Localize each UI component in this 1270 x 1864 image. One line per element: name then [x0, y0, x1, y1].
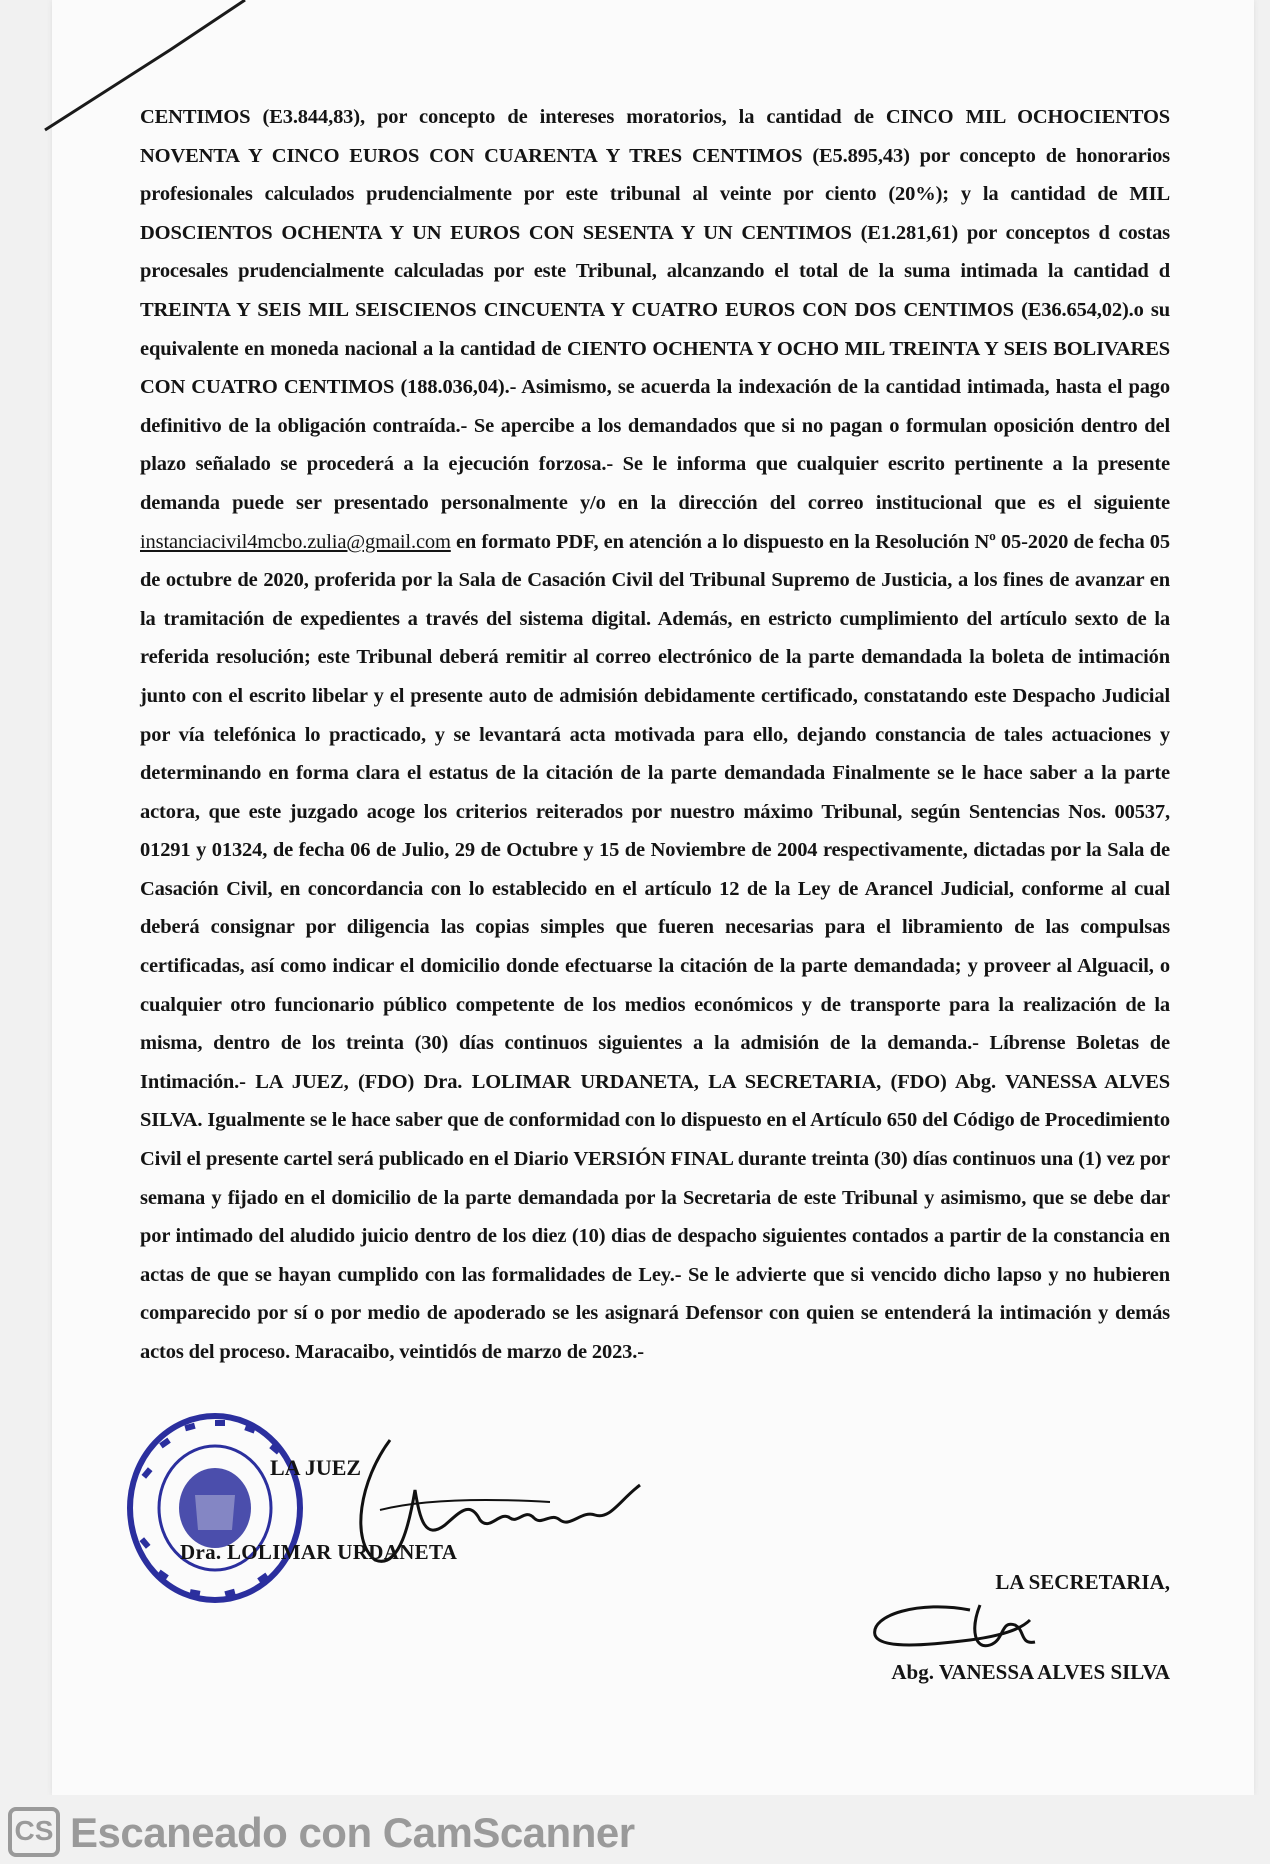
secretary-signature-block [860, 1560, 1180, 1700]
court-seal-stamp [120, 1400, 320, 1610]
judge-signature-block [120, 1400, 580, 1620]
secretary-name: Abg. VANESSA ALVES SILVA [891, 1660, 1170, 1684]
institutional-email: instanciacivil4mcbo.zulia@gmail.com [140, 530, 451, 553]
scanner-watermark-footer [0, 1795, 1270, 1864]
body-paragraph [140, 98, 1170, 1372]
body-text-part-1: CENTIMOS (E3.844,83), por concepto de intereses moratorios, la cantidad de CINCO MIL OCHOCIENTOS NOVENTA Y CINCO EUROS CON CUARENTA Y TRES CENTIMOS (E5.895,43) por concepto de honorarios profesionales calculados prudencialmente por este tribunal al veinte por ciento (20%); y la cantidad de MIL DOSCIENTOS OCHENTA Y UN EUROS CON SESENTA Y UN CENTIMOS (E1.281,61) por conceptos d costas procesales prudencialmente calculadas por este Tribunal, alcanzando el total de la suma intimada la cantidad d TREINTA Y SEIS MIL SEISCIENOS CINCUENTA Y CUATRO EUROS CON DOS CENTIMOS (E36.654,02).o su equivalente en moneda nacional a la cantidad de CIENTO OCHENTA Y OCHO MIL TREINTA Y SEIS BOLIVARES CON CUATRO CENTIMOS (188.036,04).- Asimismo, se acuerda la indexación de la cantidad intimada, hasta el pago definitivo de la obligación contraída.- Se apercibe a los demandados que si no pagan o formulan oposición dentro del plazo señalado se procederá a la ejecución forzosa.- Se le informa que cualquier escrito pertinente a la presente demanda puede ser presentado personalmente y/o en la dirección del correo institucional que es el siguiente [140, 106, 1170, 514]
body-text-part-2: en formato PDF, en atención a lo dispuesto en la Resolución Nº 05-2020 de fecha 05 de octubre de 2020, proferida por la Sala de Casación Civil del Tribunal Supremo de Justicia, a los fines de avanzar en la tramitación de expedientes a través del sistema digital. Además, en estricto cumplimiento del artículo sexto de la referida resolución; este Tribunal deberá remitir al correo electrónico de la parte demandada la boleta de intimación junto con el escrito libelar y el presente auto de admisión debidamente certificado, constatando este Despacho Judicial por vía telefónica lo practicado, y se levantará acta motivada para ello, dejando constancia de tales actuaciones y determinando en forma clara el estatus de la citación de la parte demandada Finalmente se le hace saber a la parte actora, que este juzgado acoge los criterios reiterados por nuestro máximo Tribunal, según Sentencias Nos. 00537, 01291 y 01324, de fecha 06 de Julio, 29 de Octubre y 15 de Noviembre de 2004 respectivamente, dictadas por la Sala de Casación Civil, en concordancia con lo establecido en el artículo 12 de la Ley de Arancel Judicial, conforme al cual deberá consignar por diligencia las copias simples que fueren necesarias para el libramiento de las compulsas certificadas, así como indicar el domicilio donde efectuarse la citación de la parte demandada; y proveer al Alguacil, o cualquier otro funcionario público competente de los medios económicos y de transporte para la realización de la misma, dentro de los treinta (30) días continuos siguientes a la admisión de la demanda.- Líbrense Boletas de Intimación.- LA JUEZ, (FDO) Dra. LOLIMAR URDANETA, LA SECRETARIA, (FDO) Abg. VANESSA ALVES SILVA. Igualmente se le hace saber que de conformidad con lo dispuesto en el Artículo 650 del Código de Procedimiento Civil el presente cartel será publicado en el Diario VERSIÓN FINAL durante treinta (30) días continuos una (1) vez por semana y fijado en el domicilio de la parte demandada por la Secretaria de este Tribunal y asimismo, que se debe dar por intimado del aludido juicio dentro de los diez (10) dias de despacho siguientes contados a partir de la constancia en actas de que se hayan cumplido con las formalidades de Ley.- Se le advierte que si vencido dicho lapso y no hubieren comparecido por sí o por medio de apoderado se les asignará Defensor con quien se entenderá la intimación y demás actos del proceso. Maracaibo, veintidós de marzo de 2023.- [140, 530, 1170, 1363]
judge-name: Dra. LOLIMAR URDANETA [180, 1540, 458, 1564]
secretary-handwritten-signature [860, 1590, 1080, 1670]
camscanner-watermark-text: Escaneado con CamScanner [70, 1809, 635, 1856]
camscanner-logo-icon: CS [8, 1807, 60, 1857]
document-body [140, 98, 1170, 1372]
secretary-label: LA SECRETARIA, [995, 1570, 1170, 1594]
judge-label: LA JUEZ [270, 1455, 362, 1480]
